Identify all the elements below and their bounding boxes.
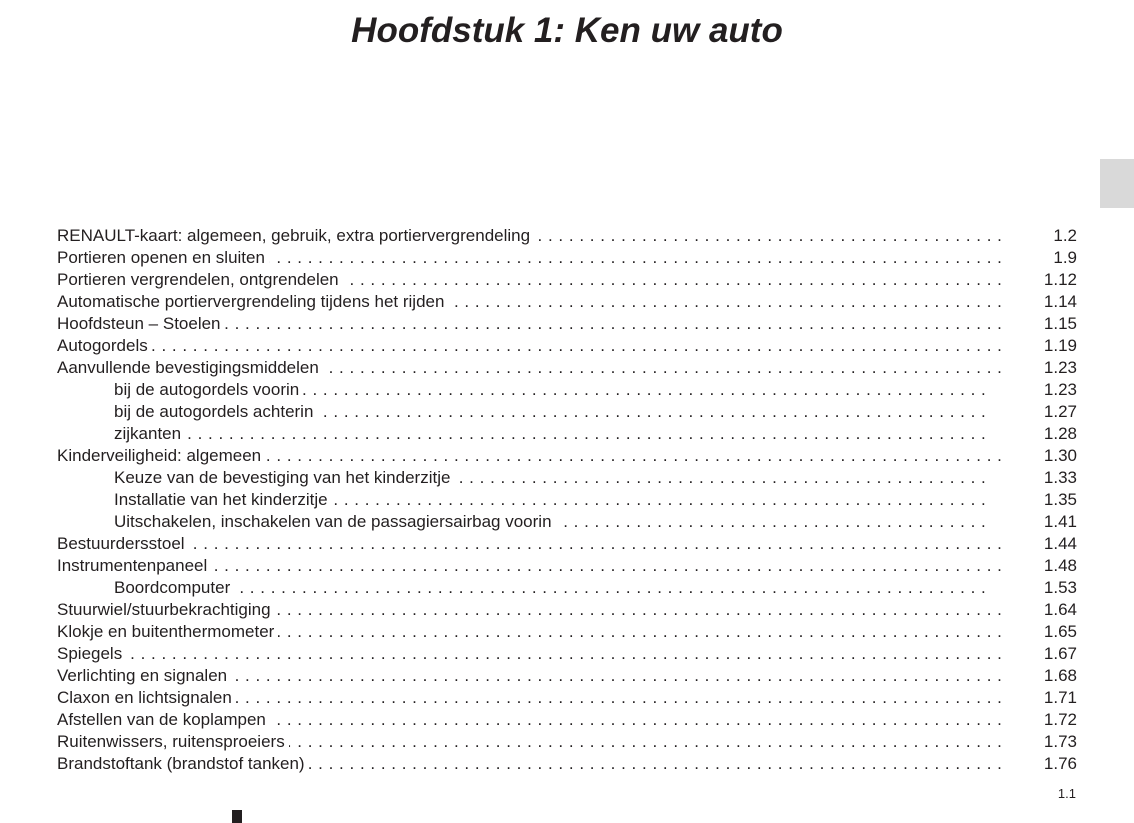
toc-entry-label: Hoofdsteun – Stoelen — [57, 314, 225, 333]
toc-entry-leader — [57, 621, 1009, 643]
toc-entry-page: 1.67 — [1043, 644, 1077, 663]
toc-entry-leader — [57, 357, 1009, 379]
toc-entry-leader — [57, 533, 1009, 555]
toc-entry-page: 1.15 — [1043, 314, 1077, 333]
toc-entry[interactable] — [57, 357, 1077, 379]
toc-entry-leader — [114, 379, 986, 401]
toc-entry-label: Claxon en lichtsignalen — [57, 688, 236, 707]
toc-entry-page: 1.53 — [1043, 578, 1077, 597]
toc-entry-leader — [114, 423, 986, 445]
toc-entry[interactable] — [57, 555, 1077, 577]
toc-entry-label: bij de autogordels achterin — [114, 402, 317, 421]
print-crop-mark — [232, 810, 242, 823]
toc-entry-leader — [57, 269, 1009, 291]
toc-entry-label: Kinderveiligheid: algemeen — [57, 446, 265, 465]
toc-entry-page: 1.28 — [1043, 424, 1077, 443]
toc-entry[interactable] — [57, 709, 1077, 731]
toc-subentry[interactable] — [57, 467, 1077, 489]
toc-entry-page: 1.64 — [1043, 600, 1077, 619]
toc-entry-leader — [57, 599, 1009, 621]
toc-subentry[interactable] — [57, 379, 1077, 401]
toc-entry[interactable] — [57, 313, 1077, 335]
toc-entry-leader — [57, 313, 1009, 335]
toc-entry[interactable] — [57, 291, 1077, 313]
toc-entry-label: Ruitenwissers, ruitensproeiers — [57, 732, 289, 751]
toc-entry-page: 1.65 — [1043, 622, 1077, 641]
toc-entry-leader — [57, 247, 1009, 269]
toc-entry-label: Installatie van het kinderzitje — [114, 490, 332, 509]
toc-entry-label: Verlichting en signalen — [57, 666, 231, 685]
toc-subentry[interactable] — [57, 577, 1077, 599]
toc-entry-label: Portieren openen en sluiten — [57, 248, 269, 267]
toc-entry-page: 1.72 — [1043, 710, 1077, 729]
toc-entry-page: 1.73 — [1043, 732, 1077, 751]
toc-entry-page: 1.41 — [1043, 512, 1077, 531]
toc-entry[interactable] — [57, 665, 1077, 687]
toc-entry-leader — [114, 511, 986, 533]
toc-entry-leader — [57, 643, 1009, 665]
toc-entry-page: 1.71 — [1043, 688, 1077, 707]
toc-entry-page: 1.27 — [1043, 402, 1077, 421]
toc-entry-page: 1.33 — [1043, 468, 1077, 487]
toc-entry[interactable] — [57, 335, 1077, 357]
toc-entry-page: 1.48 — [1043, 556, 1077, 575]
toc-entry-page: 1.23 — [1043, 358, 1077, 377]
toc-entry-leader — [57, 445, 1009, 467]
toc-entry-page: 1.2 — [1053, 226, 1077, 245]
toc-entry[interactable] — [57, 225, 1077, 247]
toc-subentry[interactable] — [57, 423, 1077, 445]
toc-entry-label: Stuurwiel/stuurbekrachtiging — [57, 600, 275, 619]
toc-entry-leader — [57, 665, 1009, 687]
toc-entry-label: Spiegels — [57, 644, 126, 663]
toc-entry-page: 1.23 — [1043, 380, 1077, 399]
toc-entry-label: bij de autogordels voorin — [114, 380, 303, 399]
toc-entry[interactable] — [57, 687, 1077, 709]
toc-subentry[interactable] — [57, 511, 1077, 533]
toc-entry-label: Bestuurdersstoel — [57, 534, 189, 553]
toc-entry-page: 1.68 — [1043, 666, 1077, 685]
toc-entry-leader — [57, 555, 1009, 577]
toc-entry-page: 1.9 — [1053, 248, 1077, 267]
toc-subentry[interactable] — [57, 489, 1077, 511]
toc-entry-label: Autogordels — [57, 336, 152, 355]
chapter-thumb-tab — [1100, 159, 1134, 208]
toc-entry-leader — [114, 401, 986, 423]
toc-entry-leader — [57, 291, 1009, 313]
toc-entry-page: 1.14 — [1043, 292, 1077, 311]
toc-entry-page: 1.35 — [1043, 490, 1077, 509]
toc-entry-label: Brandstoftank (brandstof tanken) — [57, 754, 309, 773]
toc-entry-label: Aanvullende bevestigingsmiddelen — [57, 358, 323, 377]
toc-entry-label: Klokje en buitenthermometer — [57, 622, 278, 641]
toc-entry-label: RENAULT-kaart: algemeen, gebruik, extra portiervergrendeling — [57, 226, 534, 245]
table-of-contents — [57, 225, 1077, 775]
toc-entry[interactable] — [57, 269, 1077, 291]
toc-entry[interactable] — [57, 753, 1077, 775]
toc-entry-leader — [57, 753, 1009, 775]
toc-entry-leader — [57, 731, 1009, 753]
toc-entry-label: Instrumentenpaneel — [57, 556, 211, 575]
toc-entry-label: Boordcomputer — [114, 578, 234, 597]
toc-entry-leader — [57, 335, 1009, 357]
toc-entry-label: zijkanten — [114, 424, 185, 443]
toc-entry-leader — [114, 489, 986, 511]
toc-entry-page: 1.12 — [1043, 270, 1077, 289]
toc-entry-page: 1.76 — [1043, 754, 1077, 773]
toc-entry[interactable] — [57, 731, 1077, 753]
toc-entry-label: Portieren vergrendelen, ontgrendelen — [57, 270, 343, 289]
toc-entry[interactable] — [57, 533, 1077, 555]
page-number: 1.1 — [1057, 786, 1076, 801]
toc-entry-leader — [57, 709, 1009, 731]
toc-entry[interactable] — [57, 643, 1077, 665]
toc-entry-leader — [57, 687, 1009, 709]
toc-entry-leader — [57, 225, 1009, 247]
chapter-title: Hoofdstuk 1: Ken uw auto — [351, 11, 783, 50]
toc-entry[interactable] — [57, 247, 1077, 269]
toc-entry[interactable] — [57, 621, 1077, 643]
toc-entry-page: 1.19 — [1043, 336, 1077, 355]
toc-entry-label: Automatische portiervergrendeling tijdens het rijden — [57, 292, 448, 311]
toc-entry-page: 1.44 — [1043, 534, 1077, 553]
toc-entry-page: 1.30 — [1043, 446, 1077, 465]
toc-entry-label: Keuze van de bevestiging van het kinderzitje — [114, 468, 454, 487]
toc-entry-label: Uitschakelen, inschakelen van de passagiersairbag voorin — [114, 512, 556, 531]
toc-entry[interactable] — [57, 445, 1077, 467]
toc-entry[interactable] — [57, 599, 1077, 621]
toc-entry-leader — [114, 577, 986, 599]
toc-entry-leader — [114, 467, 986, 489]
toc-entry-label: Afstellen van de koplampen — [57, 710, 270, 729]
toc-subentry[interactable] — [57, 401, 1077, 423]
